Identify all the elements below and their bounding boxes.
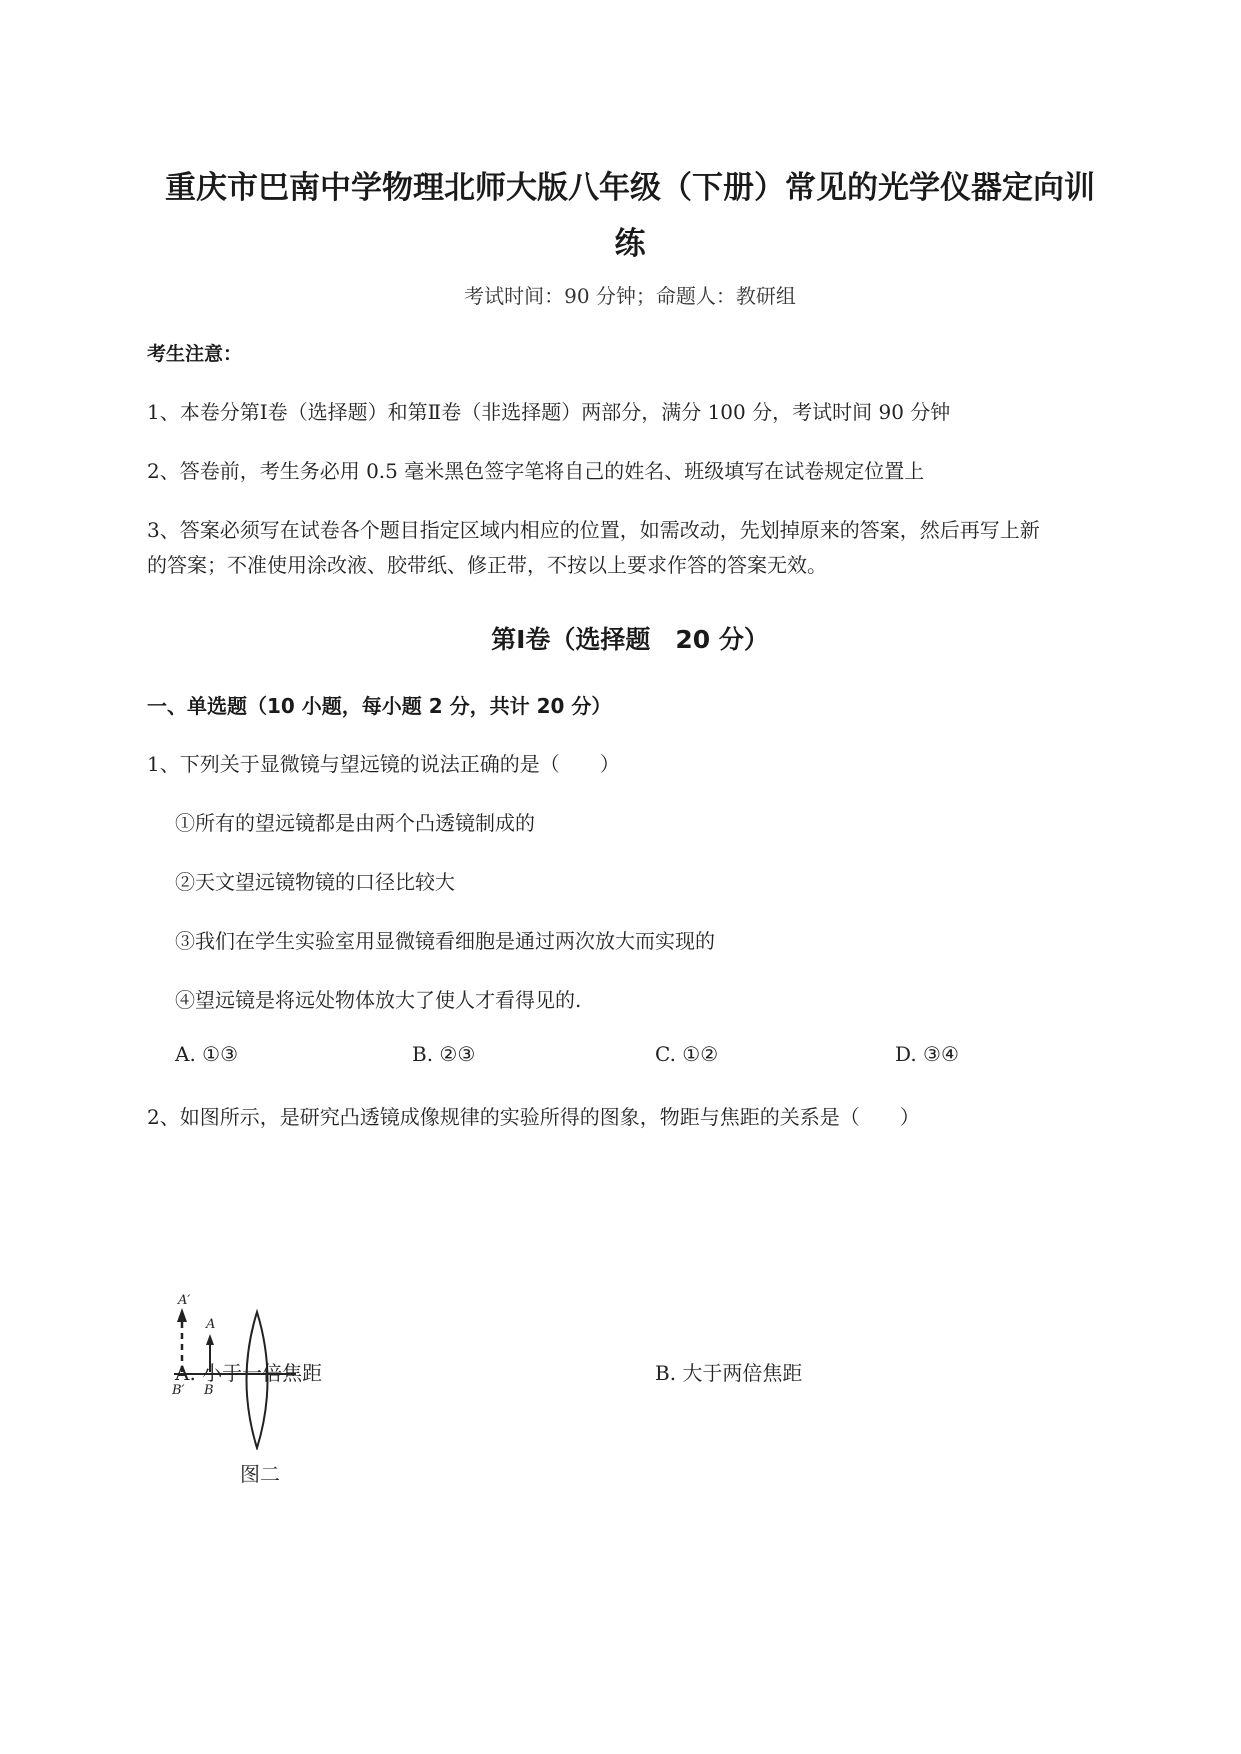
exam-title-line1: 重庆市巴南中学物理北师大版八年级（下册）常见的光学仪器定向训 <box>165 170 1095 206</box>
question-1-stem: 1、下列关于显微镜与望远镜的说法正确的是（ ） <box>147 752 620 776</box>
label-b-prime: B′ <box>172 1383 185 1398</box>
exam-info: 考试时间：90 分钟；命题人：教研组 <box>464 284 796 308</box>
notice-item-1: 1、本卷分第Ⅰ卷（选择题）和第Ⅱ卷（非选择题）两部分，满分 100 分，考试时间 90 分钟 <box>147 400 951 424</box>
part-heading: 一、单选题（10 小题，每小题 2 分，共计 20 分） <box>147 694 612 718</box>
question-2-option-a[interactable]: A. 小于一倍焦距 <box>175 1361 323 1385</box>
question-1-statement-4: ④望远镜是将远处物体放大了使人才看得见的. <box>175 988 582 1012</box>
figure-caption: 图二 <box>240 1462 280 1486</box>
question-2-option-b[interactable]: B. 大于两倍焦距 <box>655 1361 803 1385</box>
question-2-stem: 2、如图所示，是研究凸透镜成像规律的实验所得的图象，物距与焦距的关系是（ ） <box>147 1105 920 1129</box>
question-1-statement-1: ①所有的望远镜都是由两个凸透镜制成的 <box>175 811 535 835</box>
section-title: 第Ⅰ卷（选择题 20 分） <box>491 625 769 654</box>
question-1-statement-3: ③我们在学生实验室用显微镜看细胞是通过两次放大而实现的 <box>175 929 715 953</box>
question-1-statement-2: ②天文望远镜物镜的口径比较大 <box>175 870 455 894</box>
notice-item-3-line2: 的答案；不准使用涂改液、胶带纸、修正带，不按以上要求作答的答案无效。 <box>147 553 827 577</box>
label-a: A <box>206 1317 216 1332</box>
notice-item-2: 2、答卷前，考生务必用 0.5 毫米黑色签字笔将自己的姓名、班级填写在试卷规定位置上 <box>147 459 925 483</box>
question-1-option-b[interactable]: B. ②③ <box>412 1042 476 1066</box>
label-b: B <box>204 1383 214 1398</box>
question-1-option-d[interactable]: D. ③④ <box>895 1042 959 1066</box>
question-1-option-c[interactable]: C. ①② <box>655 1042 719 1066</box>
object-arrowhead <box>206 1334 214 1345</box>
exam-title-line2: 练 <box>614 226 646 262</box>
question-1-option-a[interactable]: A. ①③ <box>175 1042 239 1066</box>
notice-heading: 考生注意： <box>147 343 243 365</box>
notice-item-3-line1: 3、答案必须写在试卷各个题目指定区域内相应的位置，如需改动，先划掉原来的答案，然后再写上新 <box>147 518 1040 542</box>
label-a-prime: A′ <box>178 1293 191 1308</box>
virtual-image-arrowhead <box>177 1308 187 1322</box>
